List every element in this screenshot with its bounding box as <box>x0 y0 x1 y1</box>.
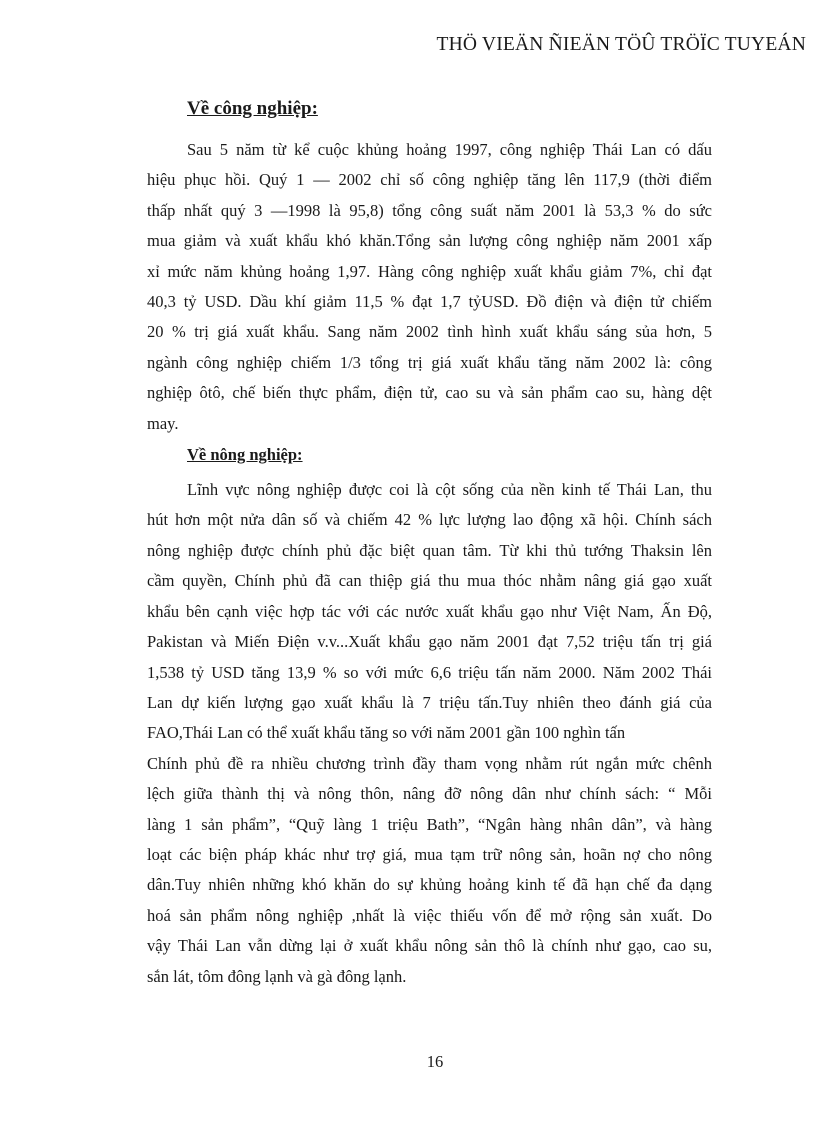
section-heading-industry: Về công nghiệp: <box>187 98 318 119</box>
document-body <box>147 96 712 992</box>
page-header: THÖ VIEÄN ÑIEÄN TÖÛ TRÖÏC TUYEÁN <box>436 34 806 55</box>
paragraph-line: ngành công nghiệp chiếm 1/3 tổng trị giá xuất khẩu tăng năm 2002 là: công <box>147 352 712 372</box>
paragraph-line: xỉ mức năm khủng hoảng 1,97. Hàng công nghiệp xuất khẩu giảm 7%, chỉ đạt <box>147 261 712 281</box>
paragraph-line: vậy Thái Lan vẫn dừng lại ở xuất khẩu nông sản thô là chính như gạo, cao su, <box>147 936 712 956</box>
paragraph-line: Lan dự kiến lượng gạo xuất khẩu là 7 triệu tấn.Tuy nhiên theo đánh giá của <box>147 692 712 712</box>
paragraph-line: làng 1 sản phẩm”, “Quỹ làng 1 triệu Bath”, “Ngân hàng nhân dân”, và hàng <box>147 814 712 834</box>
paragraph-line: thấp nhất quý 3 —1998 là 95,8) tổng công suất năm 2001 là 53,3 % do sức <box>147 200 712 220</box>
paragraph-line: Pakistan và Miến Điện v.v...Xuất khẩu gạo năm 2001 đạt 7,52 triệu tấn trị giá <box>147 632 712 652</box>
paragraph-line: 40,3 tỷ USD. Dầu khí giảm 11,5 % đạt 1,7 tỷUSD. Đồ điện và điện tử chiếm <box>147 292 712 312</box>
paragraph-line: hiệu phục hồi. Quý 1 — 2002 chỉ số công nghiệp tăng lên 117,9 (thời điểm <box>147 170 712 190</box>
paragraph-line: hoá sản phẩm nông nghiệp ,nhất là việc thiếu vốn để mở rộng sản xuất. Do <box>147 905 712 925</box>
paragraph-line: Lĩnh vực nông nghiệp được coi là cột sống của nền kinh tế Thái Lan, thu <box>187 480 712 500</box>
paragraph-line: 1,538 tỷ USD tăng 13,9 % so với mức 6,6 triệu tấn năm 2000. Năm 2002 Thái <box>147 662 712 682</box>
paragraph-agriculture <box>147 475 712 992</box>
paragraph-line: may. <box>147 413 179 433</box>
paragraph-line: mua giảm và xuất khẩu khó khăn.Tổng sản lượng công nghiệp năm 2001 xấp <box>147 231 712 251</box>
page-number: 16 <box>426 1052 444 1071</box>
paragraph-line: nghiệp ôtô, chế biến thực phẩm, điện tử, cao su và sản phẩm cao su, hàng dệt <box>147 383 712 403</box>
paragraph-line: hút hơn một nửa dân số và chiếm 42 % lực lượng lao động xã hội. Chính sách <box>147 510 712 530</box>
paragraph-industry <box>147 135 712 439</box>
paragraph-line: Sau 5 năm từ kể cuộc khủng hoảng 1997, công nghiệp Thái Lan có dấu <box>187 140 712 159</box>
paragraph-line: 20 % trị giá xuất khẩu. Sang năm 2002 tình hình xuất khẩu sáng sủa hơn, 5 <box>147 322 712 342</box>
paragraph-line: sắn lát, tôm đông lạnh và gà đông lạnh. <box>147 966 407 986</box>
paragraph-line: cầm quyền, Chính phủ đã can thiệp giá thu mua thóc nhằm nâng giá gạo xuất <box>147 571 712 591</box>
paragraph-line: loạt các biện pháp khác như trợ giá, mua tạm trữ nông sản, hoãn nợ cho nông <box>147 844 712 864</box>
section-heading-agriculture: Về nông nghiệp: <box>187 445 303 465</box>
paragraph-line: FAO,Thái Lan có thể xuất khẩu tăng so với năm 2001 gần 100 nghìn tấn <box>147 723 626 743</box>
paragraph-line: dân.Tuy nhiên những khó khăn do sự khủng hoảng kinh tế đã hạn chế đa dạng <box>147 875 712 895</box>
paragraph-line: nông nghiệp được chính phủ đặc biệt quan tâm. Từ khi thủ tướng Thaksin lên <box>147 540 712 560</box>
paragraph-line: khẩu bên cạnh việc hợp tác với các nước xuất khẩu gạo như Việt Nam, Ấn Độ, <box>147 601 712 621</box>
paragraph-line: Chính phủ đề ra nhiều chương trình đầy tham vọng nhằm rút ngắn mức chênh <box>147 753 712 773</box>
paragraph-line: lệch giữa thành thị và nông thôn, nâng đỡ nông dân như chính sách: “ Mỗi <box>147 784 712 804</box>
